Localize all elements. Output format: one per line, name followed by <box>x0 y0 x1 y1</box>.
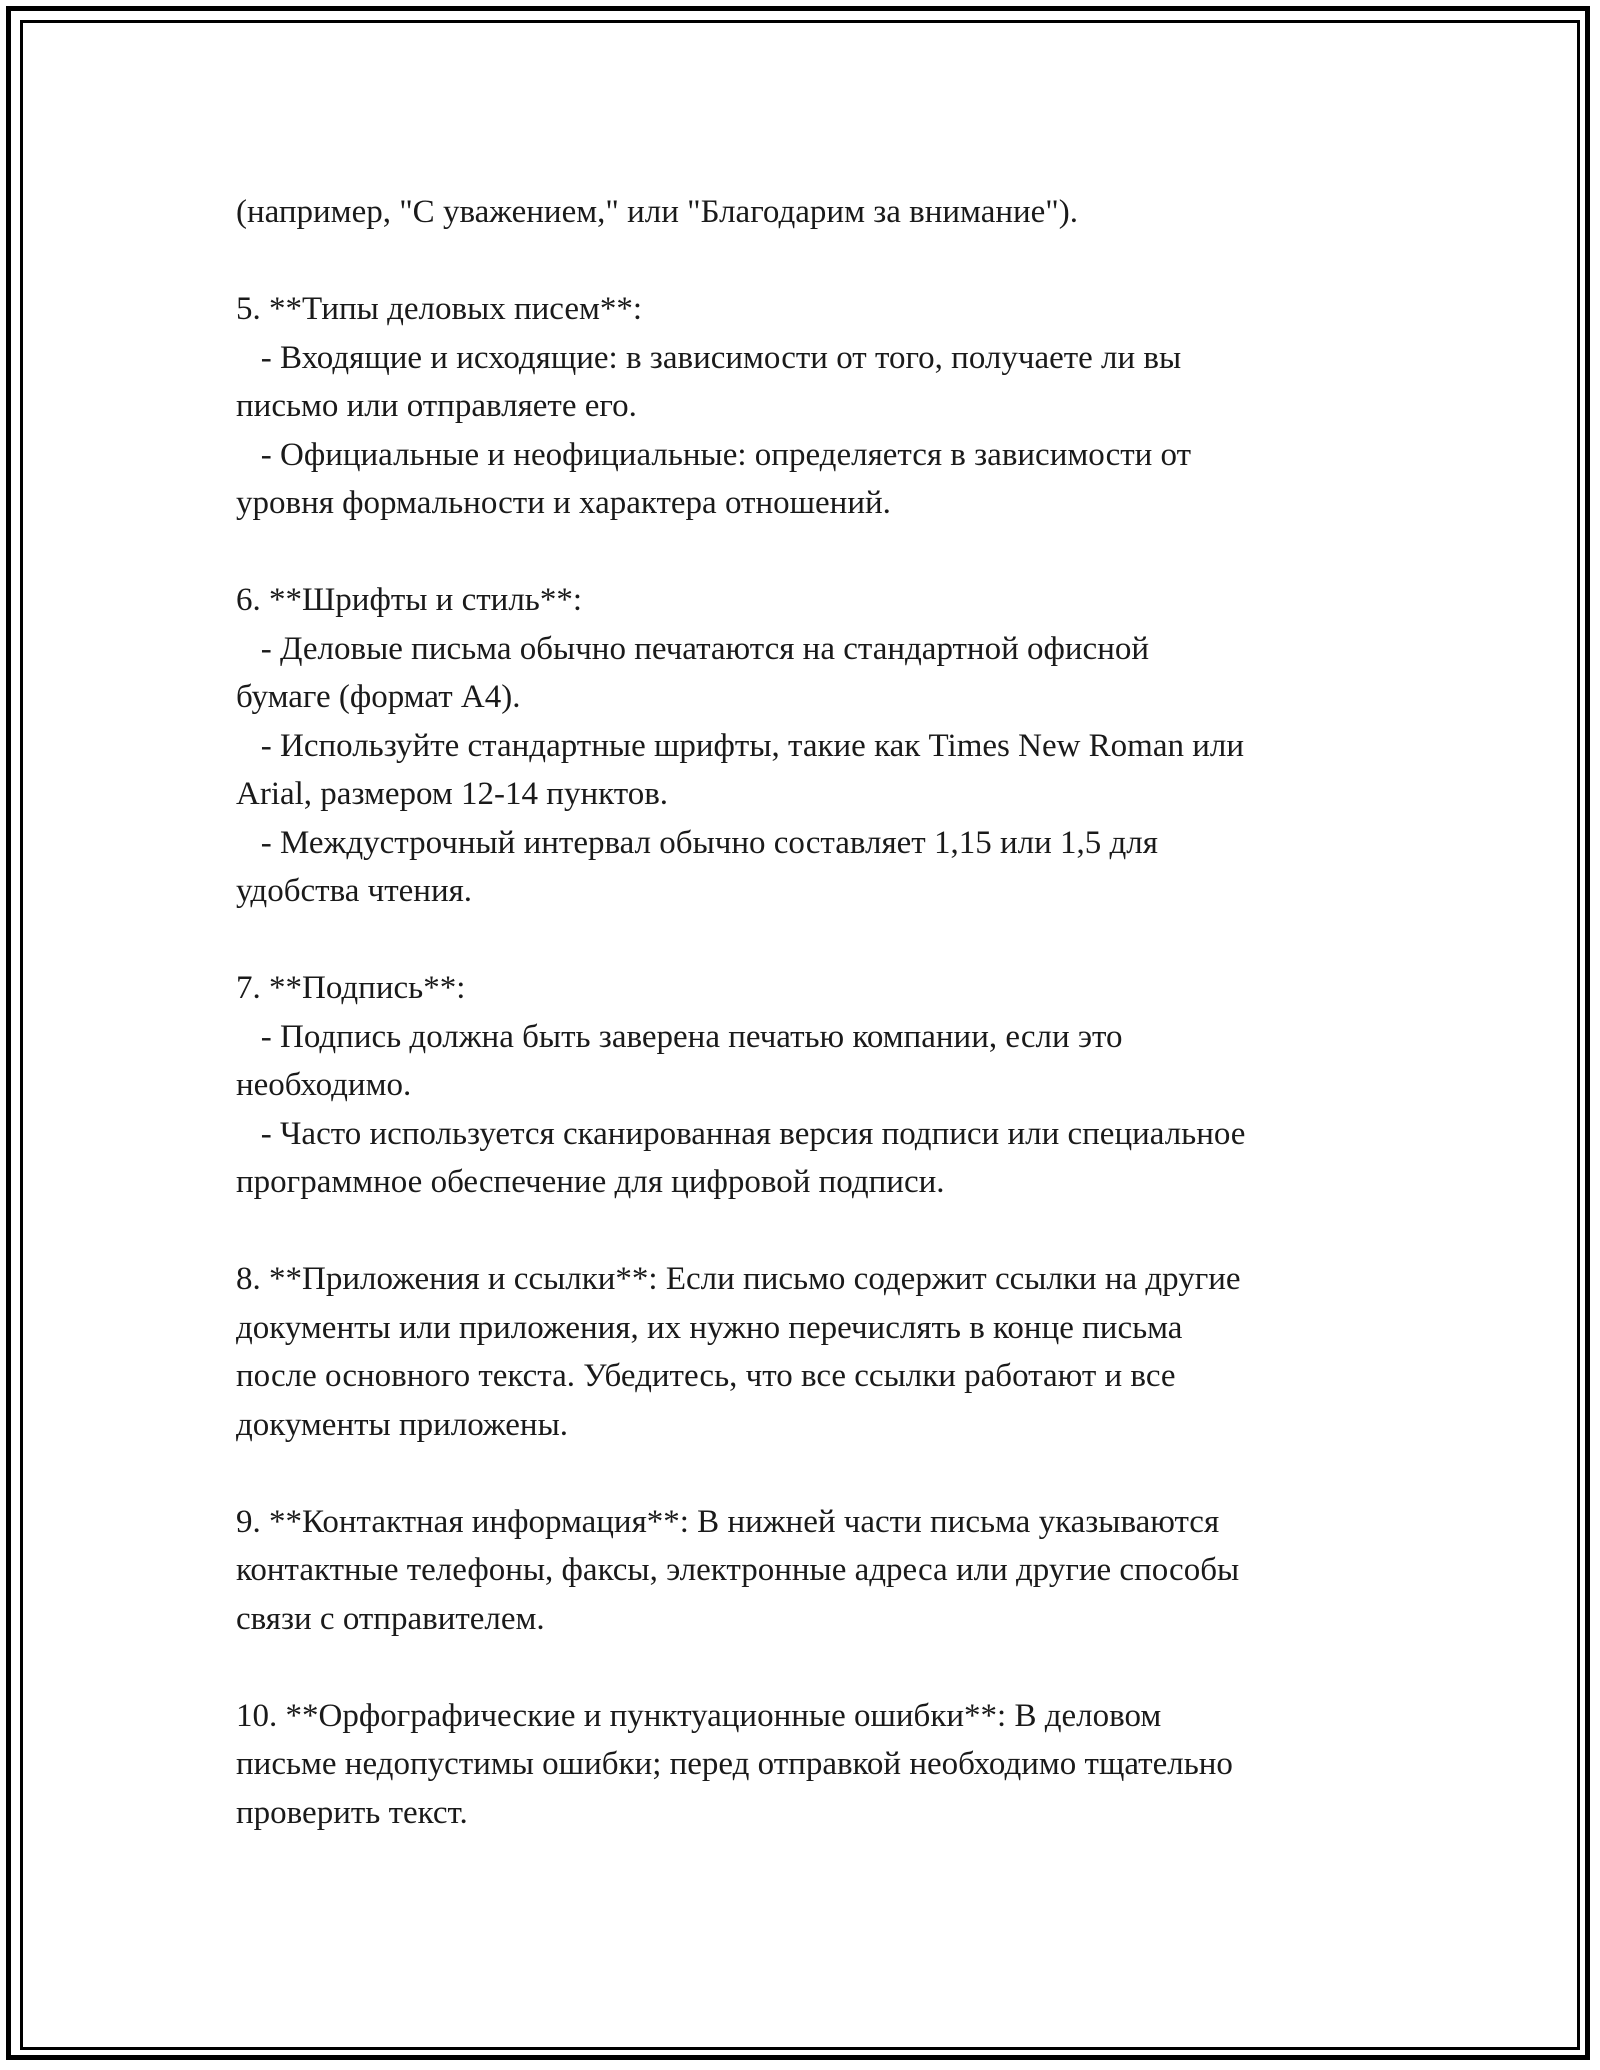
text-line: удобства чтения. <box>236 873 473 909</box>
blank-line <box>236 1207 1366 1256</box>
section-paragraph: 8. **Приложения и ссылки**: Если письмо содержит ссылки на другие <box>236 1261 1241 1297</box>
text-line: документы приложены. <box>236 1406 569 1443</box>
text-line: документы или приложения, их нужно перечислять в конце письма <box>236 1309 1183 1346</box>
blank-line <box>236 916 1366 965</box>
section-heading: 5. **Типы деловых писем**: <box>236 291 643 327</box>
text-line: письмо или отправляете его. <box>236 388 637 424</box>
section-paragraph: 10. **Орфографические и пунктуационные ошибки**: В деловом <box>236 1697 1162 1734</box>
blank-line <box>236 237 1366 286</box>
text-line: связи с отправителем. <box>236 1600 545 1637</box>
blank-line <box>236 1643 1366 1692</box>
list-item: - Входящие и исходящие: в зависимости от того, получаете ли вы <box>236 339 1182 376</box>
text-line: письме недопустимы ошибки; перед отправкой необходимо тщательно <box>236 1746 1233 1782</box>
text-line: Arial, размером 12-14 пунктов. <box>236 776 669 812</box>
text-line: контактные телефоны, факсы, электронные адреса или другие способы <box>236 1552 1240 1588</box>
section-heading: 6. **Шрифты и стиль**: <box>236 582 583 618</box>
section-paragraph: 9. **Контактная информация**: В нижней части письма указываются <box>236 1503 1220 1540</box>
blank-line <box>236 1449 1366 1498</box>
list-item: - Подпись должна быть заверена печатью компании, если это <box>236 1018 1123 1055</box>
blank-line <box>236 528 1366 577</box>
list-item: - Деловые письма обычно печатаются на стандартной офисной <box>236 630 1150 667</box>
text-line: после основного текста. Убедитесь, что все ссылки работают и все <box>236 1358 1176 1394</box>
text-line: проверить текст. <box>236 1794 468 1831</box>
list-item: - Междустрочный интервал обычно составляет 1,15 или 1,5 для <box>236 824 1158 861</box>
document-body <box>236 188 1366 1837</box>
list-item: - Используйте стандартные шрифты, такие как Times New Roman или <box>236 727 1245 764</box>
text-line: программное обеспечение для цифровой подписи. <box>236 1164 945 1200</box>
text-line: уровня формальности и характера отношений. <box>236 485 891 521</box>
text-line: необходимо. <box>236 1067 412 1103</box>
list-item: - Официальные и неофициальные: определяется в зависимости от <box>236 436 1192 473</box>
text-line: (например, "С уважением," или "Благодарим за внимание"). <box>236 194 1079 230</box>
section-heading: 7. **Подпись**: <box>236 970 466 1006</box>
text-line: бумаге (формат А4). <box>236 679 521 715</box>
list-item: - Часто используется сканированная версия подписи или специальное <box>236 1115 1246 1152</box>
